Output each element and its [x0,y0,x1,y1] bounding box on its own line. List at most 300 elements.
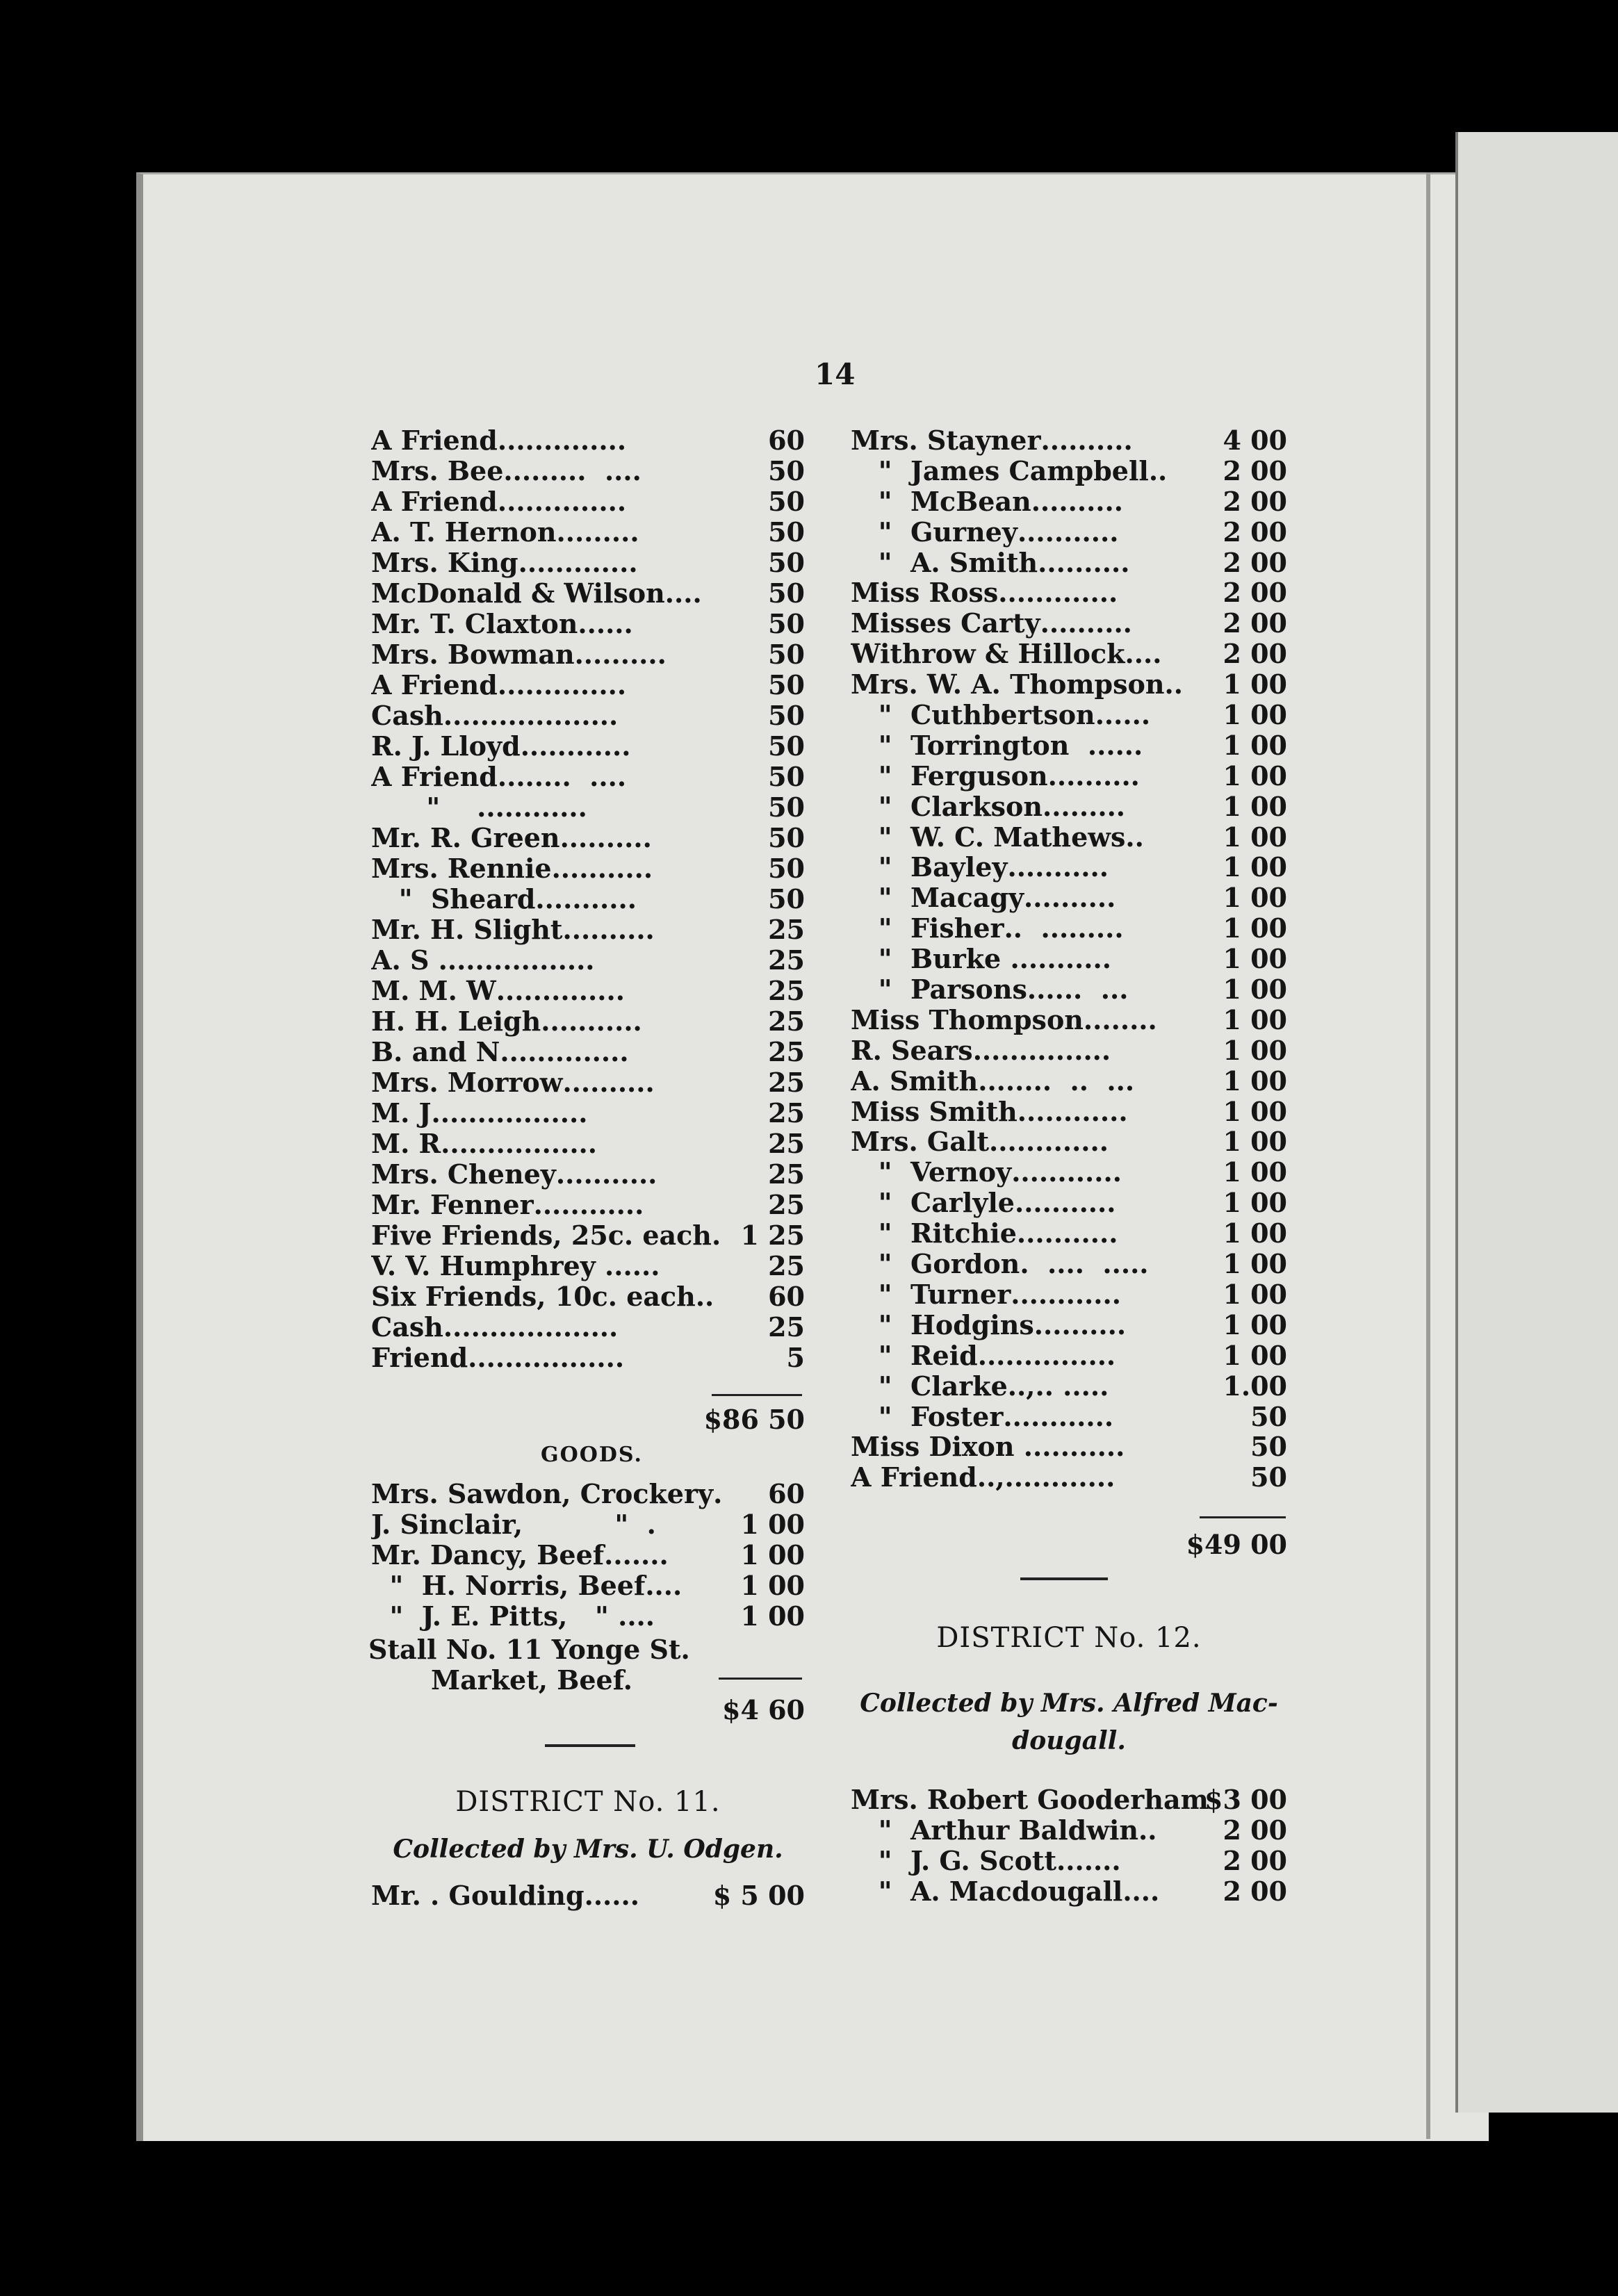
dot-leader: .......... [1040,608,1132,639]
donation-amount: 50 [768,578,805,609]
list-row [851,425,1287,456]
donation-amount: 50 [768,639,805,670]
donor-name: M. R [371,1129,441,1159]
list-row [371,456,805,486]
stall-line-1: Stall No. 11 Yonge St. [368,1634,690,1665]
list-row [371,1601,805,1632]
donor-name: " Hodgins [851,1309,1034,1340]
donor-name: Mrs. Rennie [371,853,552,884]
donation-amount: 50 [768,456,805,486]
list-row [371,578,805,609]
donation-amount: 1 00 [1223,1279,1287,1310]
donation-amount: 2 00 [1223,486,1287,517]
dot-leader: .. [1125,821,1144,853]
list-row [851,1126,1287,1157]
donor-name: " J. E. Pitts, " [371,1601,609,1632]
donor-name: Mrs. Bowman [371,639,575,670]
donor-name: Mr. Dancy, Beef [371,1540,605,1571]
donor-name: " [371,792,441,823]
list-row [371,1312,805,1343]
donor-name: Miss Ross [851,577,999,609]
donor-name: A. S [371,945,430,976]
dot-leader: ........... [1014,1188,1116,1219]
donor-name: Mrs. W. A. Thompson [851,669,1165,700]
dot-leader: ............ [1011,1279,1121,1310]
donation-amount: 2 00 [1223,547,1287,578]
list-row [851,1876,1287,1907]
dot-leader: . .... ..... [1020,1249,1149,1279]
list-row [371,700,805,731]
list-row [851,792,1287,822]
donor-name: A Friend [371,425,498,456]
list-row [371,670,805,700]
dot-leader: . [628,1509,656,1540]
donor-name: Cash [371,1312,443,1343]
list-row [851,1846,1287,1876]
dot-leader: ......... [556,517,639,548]
donation-amount: 25 [768,1129,805,1159]
donor-name: " H. Norris, Beef [371,1571,646,1601]
dot-leader: .......... [574,639,667,670]
list-row [851,974,1287,1005]
donation-amount: 50 [768,884,805,915]
donor-name: Mr. R. Green [371,823,560,853]
list-row [851,456,1287,486]
list-row [851,639,1287,669]
donation-amount: 1 00 [1223,1126,1287,1158]
donation-amount: 25 [768,1312,805,1343]
donation-amount: 25 [768,1098,805,1129]
donation-amount: 25 [768,1159,805,1190]
list-row [371,1098,805,1129]
dot-leader: ................. [431,1098,588,1129]
donation-amount: 2 00 [1223,455,1287,486]
donor-name: Friend [371,1343,468,1373]
dot-leader: ...... [1069,730,1143,761]
stall-line-2: Market, Beef. [431,1664,632,1696]
list-row [371,1159,805,1190]
donation-amount: 1 00 [1223,821,1287,853]
list-row [371,1220,805,1251]
list-row [851,1279,1287,1310]
dot-leader: . [713,1479,723,1509]
list-row [851,1188,1287,1218]
dot-leader: .......... [1047,760,1140,792]
donor-name: B. and N [371,1037,500,1067]
donation-amount: 2 00 [1223,639,1287,670]
donor-name: " Ritchie [851,1218,1017,1249]
donation-amount: 1 00 [1223,944,1287,975]
donation-amount: 50 [768,609,805,639]
donation-amount: 1 00 [1223,883,1287,914]
donation-amount: 50 [768,517,805,548]
list-row [851,1432,1287,1462]
list-row [851,700,1287,730]
list-row [371,1281,805,1312]
donation-amount: 1 00 [1223,1309,1287,1340]
list-row [371,823,805,853]
dot-leader: .... [608,1601,655,1632]
section-divider-left [545,1744,635,1747]
dot-leader: .............. [497,670,627,700]
list-row [851,1066,1287,1097]
dot-leader: ............ [440,792,587,823]
donor-name: Withrow & Hillock [851,639,1125,670]
dot-leader: ................. [441,1129,598,1159]
donation-amount: 50 [768,548,805,578]
list-row [371,486,805,517]
donor-name: Mr. H. Slight [371,915,563,945]
donor-name: Mrs. King [371,548,518,578]
list-row [851,822,1287,853]
list-row [851,1218,1287,1249]
donation-amount: 25 [768,915,805,945]
list-row [371,1037,805,1067]
district-12-collector-line-2: dougall. [1012,1726,1126,1755]
donation-amount: 50 [768,823,805,853]
donation-amount: 1 00 [740,1509,805,1540]
list-row [371,1571,805,1601]
list-row [371,1343,805,1373]
dot-leader: .............. [500,1037,629,1067]
donation-amount: 1.00 [1223,1370,1287,1402]
dot-leader: .......... [1024,883,1116,914]
right-total: $49 00 [1186,1529,1287,1560]
donor-name: " James Campbell [851,455,1149,486]
donor-name: Miss Smith [851,1096,1018,1127]
dot-leader: ...... [595,1251,660,1281]
donor-name: A Friend [371,670,498,700]
district-12-collector-line-1: Collected by Mrs. Alfred Mac- [860,1689,1278,1718]
donation-amount: 50 [768,670,805,700]
donation-amount: 2 00 [1223,608,1287,639]
donor-name: " Sheard [371,884,536,915]
dot-leader: ........... [541,1006,642,1037]
list-row [371,517,805,548]
dot-leader: .......... [1033,1309,1127,1340]
dot-leader: ...... [584,1880,639,1911]
dot-leader: .............. [496,976,625,1006]
donation-amount: 1 00 [1223,974,1287,1005]
list-row [371,1509,805,1540]
dot-leader: .......... [559,823,652,853]
dot-leader: .......... [1038,547,1130,578]
donor-name: Mrs. Bee [371,456,504,486]
list-row [371,1006,805,1037]
list-row [851,944,1287,974]
dot-leader: ........... [535,884,637,915]
list-row [371,639,805,670]
donation-amount: 5 [786,1343,805,1373]
donation-amount: 1 00 [1223,730,1287,761]
donor-name: J. Sinclair, " [371,1509,629,1540]
donation-amount: 50 [768,853,805,884]
list-row [371,609,805,639]
right-total-rule [1200,1516,1286,1518]
list-row [371,945,805,976]
list-row [371,1540,805,1571]
donor-name: Mrs. Galt [851,1126,989,1158]
dot-leader: ..,.. ..... [1007,1370,1109,1402]
list-row [851,730,1287,761]
list-row [371,548,805,578]
donor-name: " Macagy [851,883,1024,914]
list-row [851,913,1287,944]
dot-leader: ................... [443,1312,619,1343]
dot-leader: ............ [1003,1401,1114,1432]
dot-leader: ................. [468,1343,625,1373]
goods-list [371,1479,805,1632]
dot-leader: ...... [1095,700,1151,730]
dot-leader: ............... [977,1340,1116,1371]
list-row [851,1035,1287,1066]
donation-amount: $ 5 00 [712,1880,805,1911]
page-number: 14 [815,357,856,391]
donation-amount: 1 00 [1223,1065,1287,1097]
donor-name: M. M. W [371,976,496,1006]
donation-amount: 1 00 [1223,669,1287,700]
donor-name: Mrs. Stayner [851,425,1041,456]
donor-name: " Clarkson [851,791,1043,822]
donor-name: " Foster [851,1401,1004,1432]
dot-leader: ........ [1083,1004,1157,1035]
dot-leader: .. [695,1281,714,1312]
dot-leader: ........ .... [497,762,627,792]
left-donor-list [371,425,805,1373]
left-total-rule [712,1394,802,1396]
donor-name: A Friend [851,1462,977,1493]
donor-name: " A. Macdougall [851,1876,1123,1907]
donor-name: Mr. Fenner [371,1190,534,1220]
goods-total-rule [719,1678,802,1680]
donor-name: Mrs. Morrow [371,1067,563,1098]
dot-leader: ........... [1017,516,1119,548]
dot-leader: ............. [989,1126,1109,1158]
donor-name: Mrs. Sawdon, Crockery [371,1479,714,1509]
donation-amount: 1 00 [740,1571,805,1601]
list-row [851,852,1287,883]
district-12-list [851,1785,1287,1907]
donation-amount: $3 00 [1204,1785,1287,1815]
donation-amount: 1 00 [1223,1218,1287,1249]
dot-leader: ............ [1017,1096,1128,1127]
dot-leader: .. ......... [1004,913,1124,944]
donation-amount: 4 00 [1223,425,1287,456]
donation-amount: 25 [768,1190,805,1220]
donation-amount: 1 00 [1223,1035,1287,1066]
list-row [371,792,805,823]
list-row [371,1129,805,1159]
donor-name: A Friend [371,762,498,792]
donation-amount: 25 [768,976,805,1006]
list-row [851,486,1287,517]
donation-amount: 25 [768,1067,805,1098]
donor-name: A. T. Hernon [371,517,557,548]
list-row [851,1249,1287,1279]
donation-amount: 60 [768,1281,805,1312]
donor-name: V. V. Humphrey [371,1251,596,1281]
dot-leader: ............... [972,1035,1111,1066]
donation-amount: 50 [768,486,805,517]
page-fold [1426,172,1430,2139]
donation-amount: 1 00 [1223,1340,1287,1371]
list-row [851,761,1287,792]
donor-name: Mrs. Cheney [371,1159,556,1190]
list-row [851,577,1287,608]
donor-name: " J. G. Scott [851,1845,1057,1876]
district-12-heading: DISTRICT No. 12. [936,1622,1202,1654]
donation-amount: 1 00 [1223,852,1287,883]
donor-name: Miss Thompson [851,1004,1084,1035]
dot-leader: .... [1122,1876,1160,1907]
dot-leader: ............. [998,577,1118,609]
dot-leader: .............. [497,425,627,456]
dot-leader: ........... [1001,944,1111,975]
donor-name: " Gurney [851,516,1018,548]
goods-total: $4 60 [722,1694,805,1725]
dot-leader: ..,............ [976,1462,1116,1493]
dot-leader: ........ .. ... [978,1065,1135,1097]
dot-leader: ........... [1007,852,1109,883]
list-row [851,1005,1287,1035]
list-row [371,1251,805,1281]
dot-leader: ................... [443,700,619,731]
donor-name: " Reid [851,1340,978,1371]
donation-amount: 60 [768,425,805,456]
donation-amount: 50 [768,731,805,762]
right-donor-list [851,425,1287,1493]
list-row [371,1190,805,1220]
dot-leader: .. [1164,669,1183,700]
list-row [851,669,1287,700]
list-row [851,548,1287,578]
list-row [371,1479,805,1509]
donor-name: Misses Carty [851,608,1040,639]
list-row [851,1157,1287,1188]
dot-leader: .. [1148,455,1168,486]
donor-name: " Parsons [851,974,1027,1005]
dot-leader: ....... [1056,1845,1121,1876]
dot-leader: .............. [497,486,627,517]
donor-name: M. J [371,1098,432,1129]
list-row [371,853,805,884]
donation-amount: 50 [768,700,805,731]
dot-leader: ......... .... [503,456,642,486]
dot-leader: ............ [1011,1157,1122,1188]
dot-leader: ....... [604,1540,669,1571]
donor-name: A Friend [371,486,498,517]
list-row [371,762,805,792]
donor-name: " Arthur Baldwin [851,1814,1139,1846]
dot-leader: .......... [562,915,655,945]
donor-name: " Bayley [851,852,1008,883]
donor-name: " Burke [851,944,1002,975]
donation-amount: 1 00 [1223,700,1287,730]
dot-leader: ........... [1014,1432,1125,1463]
donor-name: Mr. T. Claxton [371,609,578,639]
donor-name: A. Smith [851,1065,979,1097]
donation-amount: 1 00 [740,1540,805,1571]
donation-amount: 2 00 [1223,1845,1287,1876]
donation-amount: 25 [768,1037,805,1067]
donation-amount: 2 00 [1223,1814,1287,1846]
section-divider-right [1020,1577,1108,1580]
donation-amount: 1 00 [1223,1249,1287,1279]
donation-amount: 50 [1250,1432,1287,1463]
donation-amount: 2 00 [1223,516,1287,548]
dot-leader: .......... [1031,486,1123,517]
donation-amount: 2 00 [1223,577,1287,609]
dot-leader: .... [1125,639,1162,670]
list-row [851,1815,1287,1846]
donation-amount: 25 [768,1006,805,1037]
dot-leader: ........... [1016,1218,1118,1249]
list-row [851,883,1287,913]
district-11-heading: DISTRICT No. 11. [455,1786,721,1818]
donor-name: " McBean [851,486,1031,517]
donation-amount: 1 00 [1223,760,1287,792]
dot-leader: .. [1138,1814,1157,1846]
donor-name: Mrs. Robert Gooderham [851,1785,1209,1815]
list-row [851,517,1287,548]
list-row [851,1340,1287,1371]
donation-amount: 50 [1250,1401,1287,1432]
donor-name: " A. Smith [851,547,1038,578]
list-row [851,1310,1287,1340]
district-11-entry [371,1880,805,1911]
donor-name: " Carlyle [851,1188,1015,1219]
donation-amount: 1 00 [1223,791,1287,822]
donor-name: Miss Dixon [851,1432,1015,1463]
dot-leader: .......... [562,1067,655,1098]
donor-name: Six Friends, 10c. each [371,1281,696,1312]
district-11-collector: Collected by Mrs. U. Odgen. [393,1835,783,1864]
donor-name: H. H. Leigh [371,1006,541,1037]
list-row [851,1097,1287,1127]
donor-name: " Turner [851,1279,1011,1310]
donor-name: " Gordon [851,1249,1020,1279]
donation-amount: 1 00 [1223,1188,1287,1219]
donation-amount: 1 00 [1223,1004,1287,1035]
dot-leader: ................. [429,945,595,976]
donor-name: " Cuthbertson [851,700,1095,730]
dot-leader: .......... [1040,425,1133,456]
donor-name: Cash [371,700,443,731]
donation-amount: 60 [768,1479,805,1509]
dot-leader: ...... ... [1027,974,1129,1005]
donation-amount: 2 00 [1223,1876,1287,1907]
dot-leader: . [711,1220,721,1251]
donor-name: " Ferguson [851,760,1048,792]
donor-name: " Clarke [851,1370,1008,1402]
list-row [851,608,1287,639]
dot-leader: ...... [578,609,633,639]
donation-amount: 1 00 [740,1601,805,1632]
left-total: $86 50 [703,1404,805,1435]
donor-name: R. Sears [851,1035,973,1066]
donation-amount: 25 [768,1251,805,1281]
list-row [371,976,805,1006]
donation-amount: 25 [768,945,805,976]
dot-leader: ............. [518,548,638,578]
donor-name: " W. C. Mathews [851,821,1126,853]
list-row [851,1785,1287,1815]
donation-amount: 1 00 [1223,1096,1287,1127]
dot-leader: .... [645,1571,683,1601]
list-row [371,915,805,945]
donor-name: Five Friends, 25c. each [371,1220,712,1251]
donation-amount: 50 [768,762,805,792]
